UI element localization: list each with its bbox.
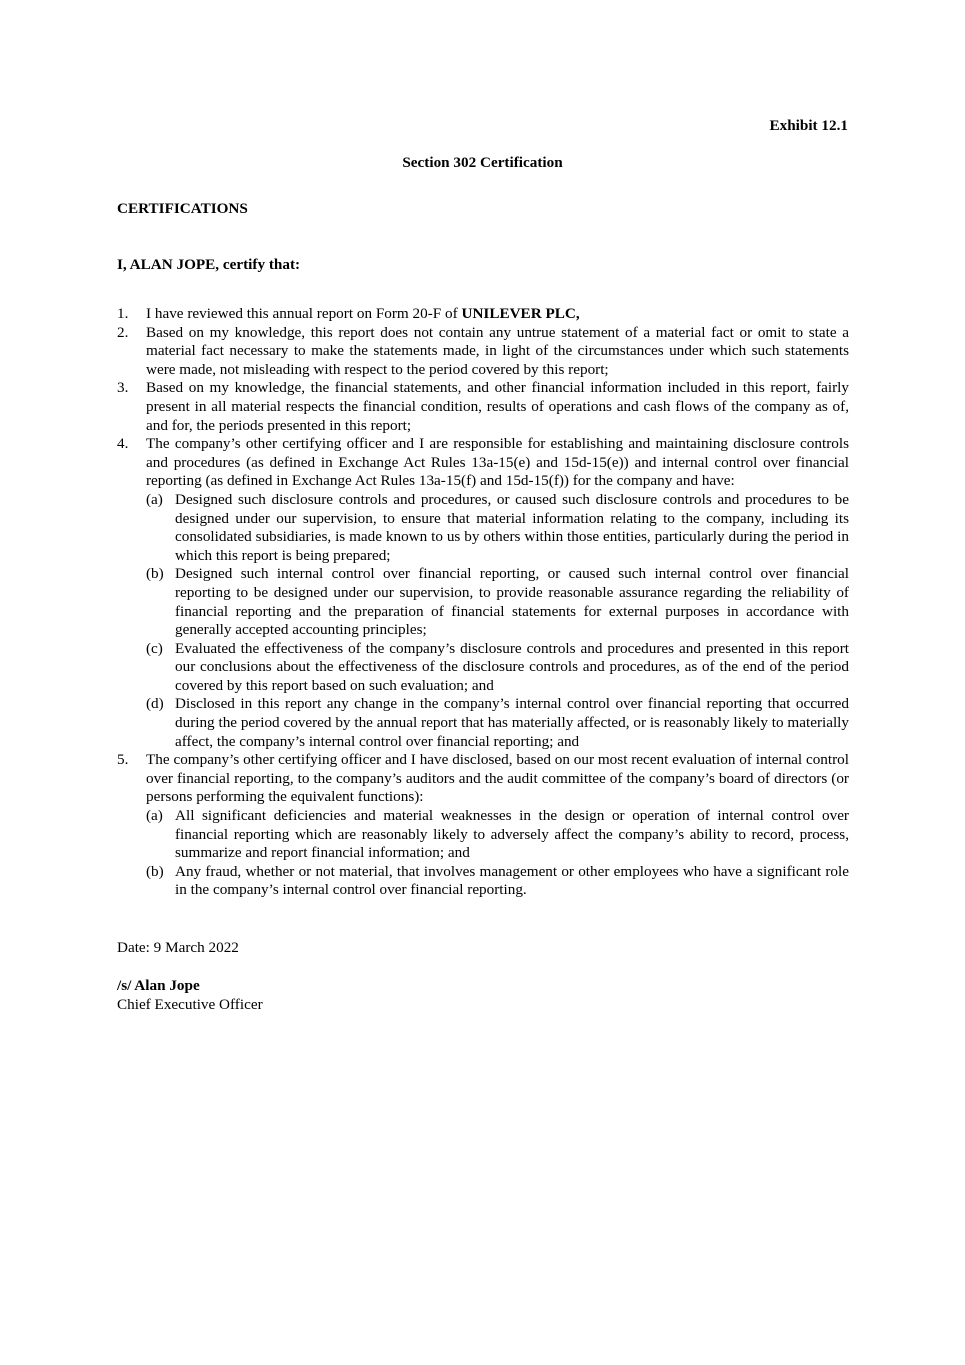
sub-item-text: Designed such internal control over financial reporting, or caused such internal control over financial reporting to be designed under our supervision, to provide reasonable assurance regarding the reliability of financial reporting and the preparation of financial statements for external purposes in accordance with generally accepted accounting principles;	[175, 565, 849, 639]
certifications-heading: CERTIFICATIONS	[117, 200, 248, 217]
sub-item-text: Any fraud, whether or not material, that involves management or other employees who have a significant role in the company’s internal control over financial reporting.	[175, 862, 849, 899]
sub-item-4b	[117, 565, 849, 639]
sub-item-label: (a)	[146, 807, 163, 825]
item-text: The company’s other certifying officer and I have disclosed, based on our most recent evaluation of internal control over financial reporting, to the company’s auditors and the audit committee of the company’s board of directors (or persons performing the equivalent functions):	[146, 751, 849, 806]
item-number: 4.	[117, 435, 129, 453]
sub-item-5b	[117, 863, 849, 900]
sub-item-label: (c)	[146, 639, 163, 657]
certify-statement: I, ALAN JOPE, certify that:	[117, 256, 301, 273]
exhibit-label: Exhibit 12.1	[769, 117, 848, 134]
certification-list	[117, 305, 849, 900]
item-text: I have reviewed this annual report on Form 20-F of	[146, 305, 462, 322]
sub-item-text: Disclosed in this report any change in the company’s internal control over financial reporting that occurred during the period covered by the annual report that has materially affected, or is reasonably likely to materially affect, the company’s internal control over financial reporting; and	[175, 695, 849, 750]
sub-item-4a	[117, 491, 849, 565]
item-number: 5.	[117, 751, 129, 769]
list-item-2	[117, 324, 849, 380]
item-text: The company’s other certifying officer and I are responsible for establishing and maintaining disclosure controls and procedures (as defined in Exchange Act Rules 13a-15(e) and 15d-15(e)) and internal control over financial reporting (as defined in Exchange Act Rules 13a-15(f) and 15d-15(f)) for the company and have:	[146, 435, 849, 490]
signatory-title: Chief Executive Officer	[117, 995, 263, 1013]
sub-item-label: (b)	[146, 862, 164, 880]
sub-item-4c	[117, 640, 849, 696]
item-text: Based on my knowledge, this report does not contain any untrue statement of a material fact or omit to state a material fact necessary to make the statements made, in light of the circumstances under which such statements were made, not misleading with respect to the period covered by this report;	[146, 323, 849, 378]
sub-item-text: All significant deficiencies and material weaknesses in the design or operation of internal control over financial reporting which are reasonably likely to adversely affect the company’s ability to record, process, summarize and report financial information; and	[175, 807, 849, 862]
company-name: UNILEVER PLC,	[461, 305, 580, 322]
sub-item-label: (d)	[146, 695, 164, 713]
signature-name: /s/ Alan Jope	[117, 977, 200, 994]
sub-item-label: (a)	[146, 490, 163, 508]
sub-item-5a	[117, 807, 849, 863]
item-number: 3.	[117, 379, 129, 397]
list-item-4	[117, 435, 849, 491]
list-item-5	[117, 751, 849, 807]
list-item-1	[117, 305, 849, 324]
sub-item-4d	[117, 695, 849, 751]
item-number: 2.	[117, 323, 129, 341]
signature-block	[117, 977, 263, 1014]
sub-item-text: Evaluated the effectiveness of the company’s disclosure controls and procedures and presented in this report our conclusions about the effectiveness of the disclosure controls and procedures, as of the end of the period covered by this report based on such evaluation; and	[175, 639, 849, 694]
list-item-3	[117, 379, 849, 435]
item-text: Based on my knowledge, the financial statements, and other financial information included in this report, fairly present in all material respects the financial condition, results of operations and cash flows of the company as of, and for, the periods presented in this report;	[146, 379, 849, 434]
item-number: 1.	[117, 305, 129, 322]
sub-item-label: (b)	[146, 565, 164, 583]
sub-item-text: Designed such disclosure controls and procedures, or caused such disclosure controls and procedures to be designed under our supervision, to ensure that material information relating to the company, including its consolidated subsidiaries, is made known to us by others within those entities, particularly during the period in which this report is being prepared;	[175, 490, 849, 564]
section-title: Section 302 Certification	[402, 154, 563, 171]
certification-date: Date: 9 March 2022	[117, 939, 239, 956]
